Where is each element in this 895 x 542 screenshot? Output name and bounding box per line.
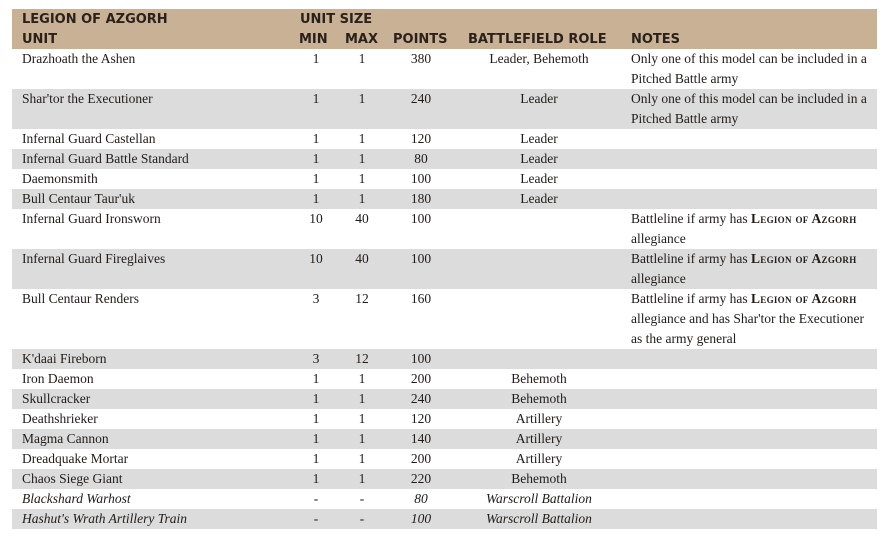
role-cell: Artillery — [515, 411, 563, 426]
points-cell: 200 — [410, 451, 432, 466]
role-cell: Artillery — [515, 431, 563, 446]
max-cell: 1 — [358, 371, 366, 386]
role-cell: Leader — [520, 151, 558, 166]
min-cell: 1 — [312, 51, 320, 66]
unit-cell: Magma Cannon — [22, 431, 109, 446]
table-row — [12, 249, 877, 289]
table-row — [12, 209, 877, 249]
notes-text: Battleline if army has — [631, 211, 751, 226]
role-cell: Leader, Behemoth — [489, 51, 589, 66]
points-cell: 100 — [410, 171, 432, 186]
points-column-header: POINTS — [393, 32, 448, 47]
max-cell: 1 — [358, 471, 366, 486]
min-cell: 1 — [312, 191, 320, 206]
notes-column-header: NOTES — [631, 32, 681, 47]
max-cell: 1 — [358, 451, 366, 466]
notes-cell — [631, 89, 877, 129]
max-cell: 1 — [358, 431, 366, 446]
max-cell: - — [359, 491, 365, 506]
points-cell: 180 — [410, 191, 432, 206]
table-row — [12, 509, 877, 529]
role-cell: Behemoth — [511, 471, 567, 486]
unit-cell: Infernal Guard Fireglaives — [22, 251, 166, 266]
min-cell: - — [313, 511, 319, 526]
role-column-header: BATTLEFIELD ROLE — [468, 32, 607, 47]
unit-cell: Drazhoath the Ashen — [22, 51, 136, 66]
role-cell: Leader — [520, 191, 558, 206]
max-cell: 1 — [358, 51, 366, 66]
min-cell: 1 — [312, 471, 320, 486]
role-cell: Artillery — [515, 451, 563, 466]
table-row — [12, 389, 877, 409]
role-cell: Leader — [520, 171, 558, 186]
unit-cell: K'daai Fireborn — [22, 351, 107, 366]
table-row — [12, 349, 877, 369]
unit-cell: Dreadquake Mortar — [22, 451, 129, 466]
notes-cell — [631, 289, 877, 349]
unit-cell: Bull Centaur Taur'uk — [22, 191, 135, 206]
min-cell: - — [313, 491, 319, 506]
table-row — [12, 149, 877, 169]
min-cell: 1 — [312, 171, 320, 186]
unit-cell: Hashut's Wrath Artillery Train — [22, 511, 188, 526]
table-row — [12, 369, 877, 389]
table-row — [12, 429, 877, 449]
table-row — [12, 129, 877, 149]
role-cell: Warscroll Battalion — [486, 491, 592, 506]
notes-cell — [631, 209, 877, 249]
points-cell: 220 — [410, 471, 432, 486]
unit-column-header: UNIT — [22, 32, 58, 47]
max-cell: 12 — [355, 351, 369, 366]
unit-cell: Deathshrieker — [22, 411, 98, 426]
notes-text: allegiance and has Shar'tor the Executioner as the army general — [631, 311, 864, 346]
notes-text: allegiance — [631, 271, 686, 286]
unit-cell: Skullcracker — [22, 391, 91, 406]
points-cell: 240 — [410, 91, 432, 106]
unit-cell: Daemonsmith — [22, 171, 98, 186]
max-column-header: MAX — [345, 32, 379, 47]
points-cell: 80 — [414, 151, 428, 166]
min-cell: 10 — [309, 251, 323, 266]
table-row — [12, 469, 877, 489]
role-cell: Behemoth — [511, 371, 567, 386]
points-cell: 120 — [410, 131, 432, 146]
role-cell: Leader — [520, 91, 558, 106]
unit-cell: Iron Daemon — [22, 371, 94, 386]
points-cell: 200 — [410, 371, 432, 386]
min-cell: 1 — [312, 371, 320, 386]
notes-keyword: Legion of Azgorh — [750, 211, 857, 226]
notes-text: Battleline if army has — [631, 251, 751, 266]
min-cell: 1 — [312, 431, 320, 446]
min-column-header: MIN — [299, 32, 328, 47]
unit-cell: Blackshard Warhost — [22, 491, 131, 506]
notes-keyword: Legion of Azgorh — [750, 291, 857, 306]
points-cell: 240 — [410, 391, 432, 406]
notes-text: allegiance — [631, 231, 686, 246]
max-cell: 1 — [358, 131, 366, 146]
points-cell: 100 — [410, 251, 432, 266]
notes-text: Only one of this model can be included in a Pitched Battle army — [631, 51, 867, 86]
max-cell: 1 — [358, 191, 366, 206]
unit-cell: Chaos Siege Giant — [22, 471, 123, 486]
max-cell: 1 — [358, 151, 366, 166]
points-cell: 80 — [414, 491, 428, 506]
table-row — [12, 409, 877, 429]
max-cell: 1 — [358, 411, 366, 426]
min-cell: 1 — [312, 391, 320, 406]
table-body — [12, 49, 877, 529]
min-cell: 1 — [312, 131, 320, 146]
table-row — [12, 49, 877, 89]
min-cell: 1 — [312, 411, 320, 426]
notes-cell — [631, 249, 877, 289]
table-row — [12, 89, 877, 129]
points-cell: 380 — [410, 51, 432, 66]
max-cell: 12 — [355, 291, 369, 306]
unit-cell: Infernal Guard Castellan — [22, 131, 156, 146]
points-cell: 100 — [410, 351, 432, 366]
unit-cell: Bull Centaur Renders — [22, 291, 139, 306]
notes-cell — [631, 49, 877, 89]
unit-cell: Shar'tor the Executioner — [22, 91, 153, 106]
max-cell: 1 — [358, 91, 366, 106]
max-cell: - — [359, 511, 365, 526]
notes-keyword: Legion of Azgorh — [750, 251, 857, 266]
table-title: LEGION OF AZGORH — [22, 12, 168, 27]
table-row — [12, 449, 877, 469]
unit-size-header: UNIT SIZE — [300, 12, 373, 27]
table-row — [12, 289, 877, 349]
max-cell: 1 — [358, 391, 366, 406]
table-header — [12, 9, 877, 49]
min-cell: 3 — [312, 351, 320, 366]
max-cell: 40 — [355, 211, 369, 226]
points-cell: 100 — [410, 211, 432, 226]
role-cell: Behemoth — [511, 391, 567, 406]
notes-text: Only one of this model can be included in a Pitched Battle army — [631, 91, 867, 126]
table-row — [12, 489, 877, 509]
role-cell: Leader — [520, 131, 558, 146]
unit-cell: Infernal Guard Ironsworn — [22, 211, 161, 226]
min-cell: 3 — [312, 291, 320, 306]
role-cell: Warscroll Battalion — [486, 511, 592, 526]
points-cell: 100 — [410, 511, 432, 526]
max-cell: 1 — [358, 171, 366, 186]
min-cell: 1 — [312, 151, 320, 166]
notes-text: Battleline if army has — [631, 291, 751, 306]
max-cell: 40 — [355, 251, 369, 266]
points-cell: 160 — [410, 291, 432, 306]
points-cell: 120 — [410, 411, 432, 426]
table-row — [12, 169, 877, 189]
min-cell: 1 — [312, 451, 320, 466]
table-row — [12, 189, 877, 209]
min-cell: 10 — [309, 211, 323, 226]
points-table — [12, 9, 877, 529]
min-cell: 1 — [312, 91, 320, 106]
unit-cell: Infernal Guard Battle Standard — [22, 151, 189, 166]
points-cell: 140 — [410, 431, 432, 446]
